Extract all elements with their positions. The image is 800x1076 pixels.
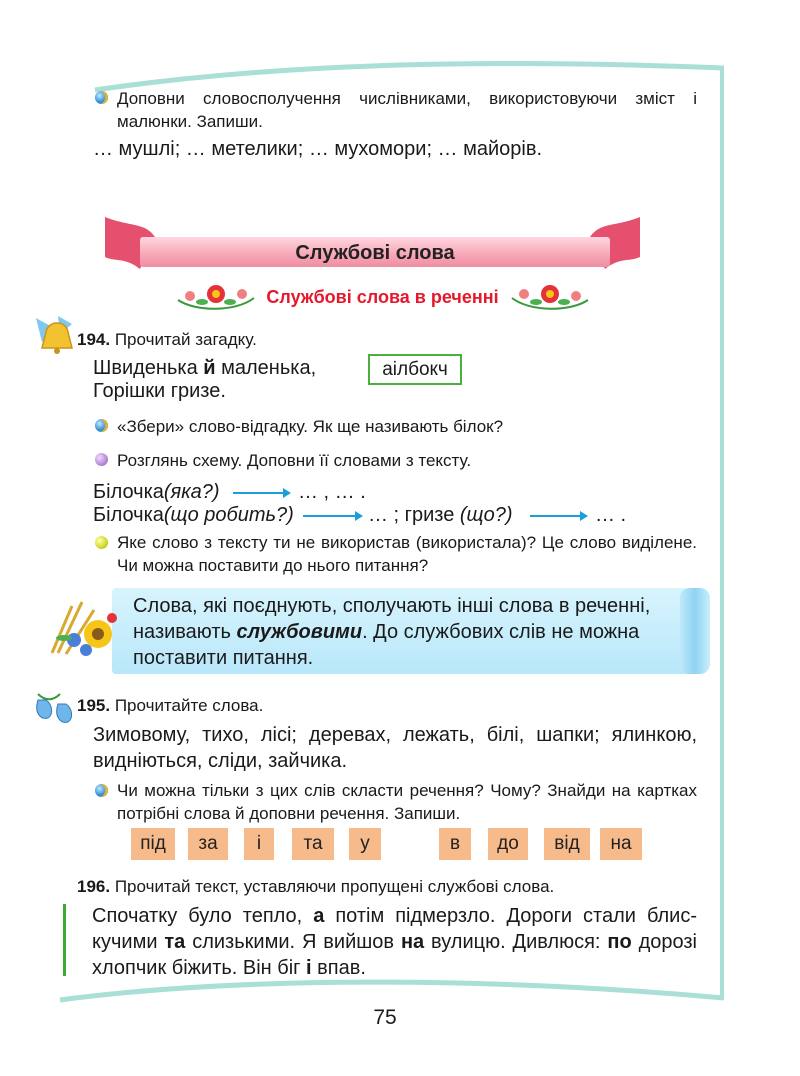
scheme-question: (що робить?) xyxy=(163,504,294,526)
ex196-line-3 xyxy=(92,955,697,981)
flower-ornament-right-icon xyxy=(510,282,590,312)
text-run: кучими xyxy=(92,931,165,953)
word-card: на xyxy=(600,828,642,860)
word-card: за xyxy=(188,828,228,860)
riddle-bold-word: й xyxy=(203,357,216,379)
function-word: та xyxy=(164,931,186,953)
word-card: до xyxy=(488,828,528,860)
riddle-line-2: Горішки гризе. xyxy=(93,380,226,402)
scheme-word: Білочка xyxy=(93,481,164,503)
word-card: під xyxy=(131,828,175,860)
word-card: та xyxy=(292,828,334,860)
riddle-text: Швиденька xyxy=(93,357,204,379)
ex196-line-1 xyxy=(92,903,697,929)
function-word: а xyxy=(313,905,325,927)
text-run: слизькими. Я вийшов xyxy=(185,931,401,953)
question-bullet-icon xyxy=(95,453,108,466)
function-word: на xyxy=(400,931,425,953)
ex195-number: 195. xyxy=(77,696,111,715)
rule-text-part: Слова, які поєднують, сполучають інші слова в реченні, називають xyxy=(133,595,651,643)
ex196-header xyxy=(77,875,677,898)
scheme-arrow-icon xyxy=(530,515,586,517)
bluebell-flowers-icon xyxy=(32,690,78,730)
text-run: хлопчик біжить. Він біг xyxy=(92,957,307,979)
bouquet-icon xyxy=(42,598,120,662)
ex195-words: Зимовому, тихо, лісі; деревах, лежать, білі, шапки; ялинкою, видніються, сліди, зайчика. xyxy=(93,724,697,772)
ex195-instruction: Прочитайте слова. xyxy=(114,696,264,715)
text-margin-bar xyxy=(63,904,66,976)
section-subtitle: Службові слова в реченні xyxy=(266,287,499,307)
scrambled-word-box: аілбокч xyxy=(368,354,462,385)
text-run: вулицю. Дивлюся: xyxy=(424,931,608,953)
section-title: Службові слова xyxy=(295,242,455,264)
ex196-line-2 xyxy=(92,929,697,955)
text-run: потім підмерзло. Дороги стали блис- xyxy=(324,905,697,927)
rule-bold-term: службовими xyxy=(236,621,363,643)
scheme-word: Білочка xyxy=(93,504,164,526)
scheme-line-2 xyxy=(93,503,294,527)
page-number: 75 xyxy=(373,1006,397,1029)
function-word: по xyxy=(607,931,632,953)
function-word: і xyxy=(306,957,312,979)
bell-icon xyxy=(32,312,78,356)
text-run: Спочатку було тепло, xyxy=(92,905,314,927)
scroll-end xyxy=(680,588,710,674)
ex194-number: 194. xyxy=(77,330,111,349)
ex196-instruction: Прочитай текст, уставляючи пропущені службові слова. xyxy=(114,877,555,896)
scheme-text: … ; гризе xyxy=(368,504,455,526)
ex196-number: 196. xyxy=(77,877,111,896)
task-instruction: Доповни словосполучення числівниками, використовуючи зміст і малюнки. Запиши. xyxy=(117,89,697,131)
rule-text xyxy=(133,593,678,671)
ex196-text xyxy=(92,903,697,981)
task-bullet-icon xyxy=(95,91,108,104)
scheme-answer-1: … , … . xyxy=(298,481,366,503)
word-card: у xyxy=(349,828,381,860)
scheme-answer-3: … . xyxy=(595,504,627,526)
scheme-arrow-icon xyxy=(303,515,361,517)
page-frame-right xyxy=(720,68,724,998)
text-run: впав. xyxy=(311,957,366,979)
scheme-question: (що?) xyxy=(459,504,513,526)
scheme-question: (яка?) xyxy=(163,481,220,503)
scheme-answer-2 xyxy=(368,503,512,527)
rule-text-part: . До службових слів не можна поставити питання. xyxy=(133,621,640,669)
ex194-header xyxy=(77,328,377,351)
word-card: і xyxy=(244,828,274,860)
ex194-question-1: «Збери» слово-відгадку. Як ще називають білок? xyxy=(117,417,504,436)
scheme-arrow-icon xyxy=(233,492,289,494)
ex194-instruction: Прочитай загадку. xyxy=(114,330,257,349)
question-bullet-icon xyxy=(95,536,108,549)
scheme-line-1 xyxy=(93,480,220,504)
ex194-question-2: Розглянь схему. Доповни її словами з тексту. xyxy=(117,451,472,470)
question-bullet-icon xyxy=(95,419,108,432)
question-bullet-icon xyxy=(95,784,108,797)
task-phrase: … мушлі; … метелики; … мухомори; … майорів. xyxy=(93,138,543,160)
riddle-text: маленька, xyxy=(215,357,317,379)
ex195-header xyxy=(77,694,377,717)
ex195-question: Чи можна тільки з цих слів скласти речення? Чому? Знайди на картках потрібні слова й доповни речення. Запиши. xyxy=(117,781,697,823)
ex194-question-3: Яке слово з тексту ти не використав (використала)? Це слово виділене. Чи можна поставити до нього питання? xyxy=(117,533,697,575)
word-card: від xyxy=(544,828,590,860)
text-run: дорозі xyxy=(631,931,697,953)
word-card: в xyxy=(439,828,471,860)
